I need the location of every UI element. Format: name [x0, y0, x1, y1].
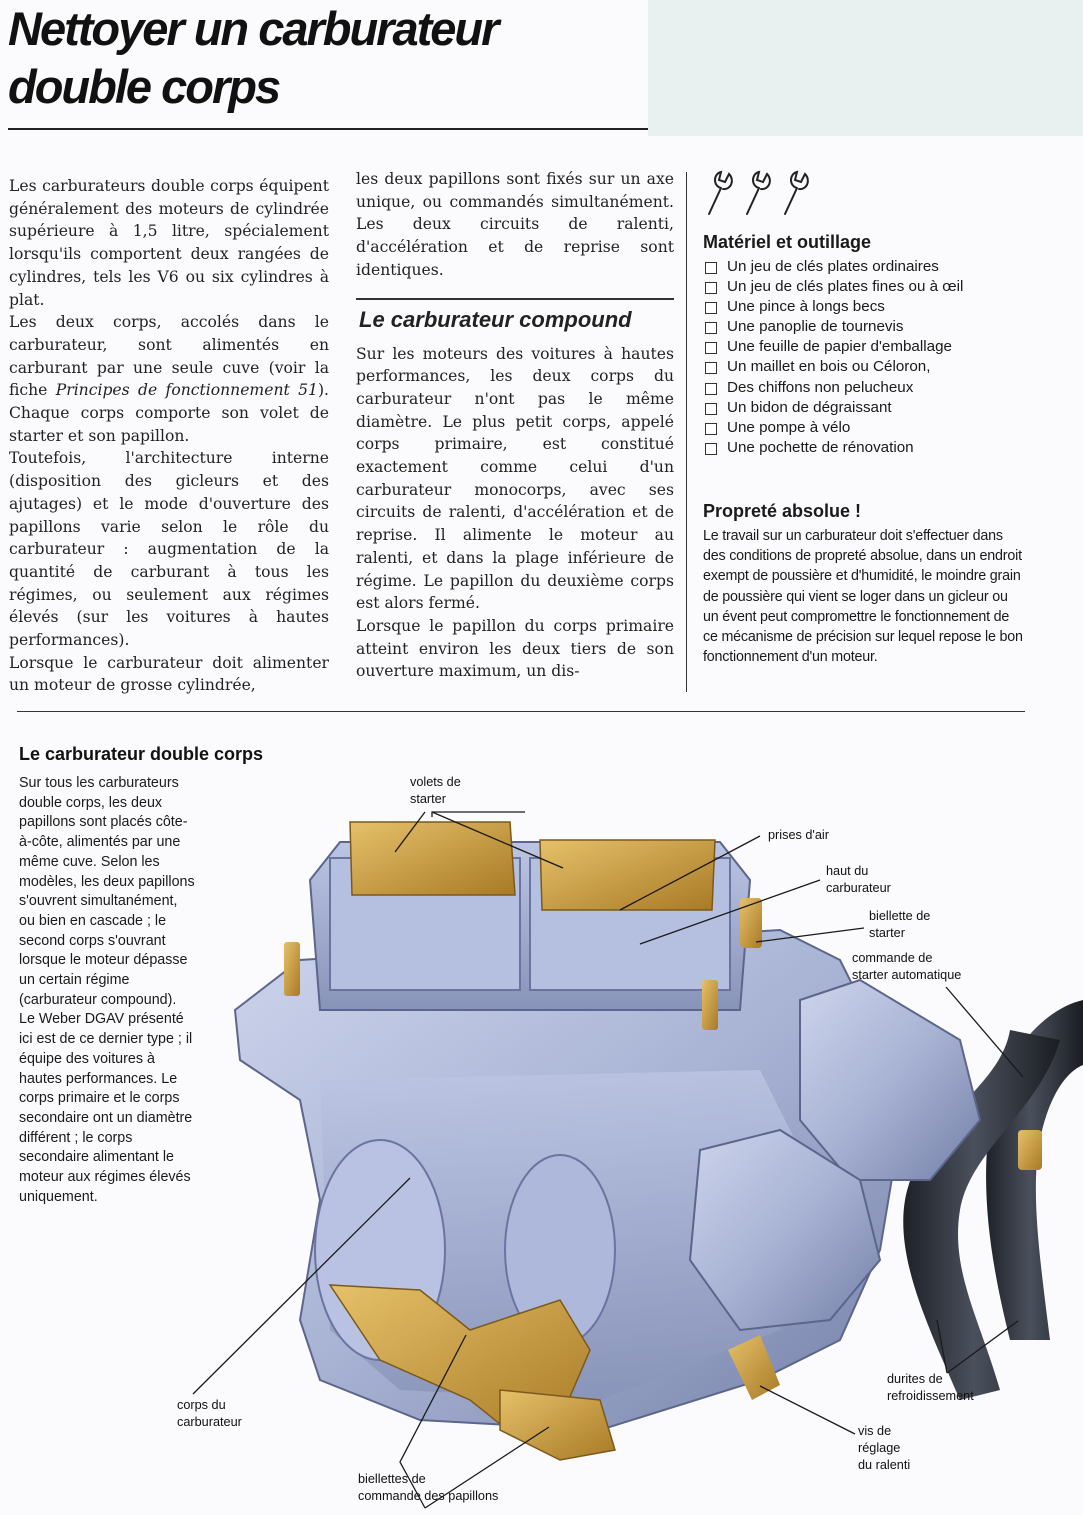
- paragraph: Toutefois, l'architecture interne (disposition des gicleurs et des ajutages) et le mode d'ouverture des papillons varie selon le rôle du carburateur : augmentation de la quantité de carburant à tous les régimes, ou seulement aux régimes élevés (sur les voitures à hautes performances).: [9, 449, 329, 650]
- automatic-choke: [800, 980, 980, 1180]
- starter-flap: [350, 822, 515, 895]
- label-haut-carburateur: haut du carburateur: [826, 864, 891, 895]
- checklist-item: Un jeu de clés plates fines ou à œil: [703, 277, 963, 297]
- materiel-heading: Matériel et outillage: [703, 232, 872, 252]
- section-heading-compound: Le carburateur compound: [356, 298, 674, 335]
- diagram-caption-title: Le carburateur double corps: [19, 744, 264, 764]
- paragraph: les deux papillons sont fixés sur un axe unique, ou commandés simultanément. Les deux circuits de ralenti, d'accélération et de reprise sont identiques.: [356, 170, 674, 279]
- checklist-item: Un bidon de dégraissant: [703, 398, 963, 418]
- proprete-heading: Propreté absolue !: [703, 501, 862, 521]
- label-vis-reglage: vis de réglage du ralenti: [858, 1424, 911, 1472]
- label-prises-air: prises d'air: [768, 828, 829, 842]
- checklist-item: Des chiffons non pelucheux: [703, 378, 963, 398]
- page-title-line2: double corps: [8, 60, 280, 113]
- paragraph: Sur les moteurs des voitures à hautes performances, les deux corps du carburateur n'ont pas le même diamètre. Le plus petit corps, appelé corps primaire, est constitué exactement comme celui d'un carburateur monocorps, avec ses circuits de ralenti, d'accélération et de reprise. Il alimente le moteur au ralenti, et dans la plage inférieure de régime. Le papillon du deuxième corps est alors fermé.: [356, 344, 674, 613]
- paragraph: Les deux corps, accolés dans le carburateur, sont alimentés en carburant par une seule cuve (voir la fiche Principes de fonctionnement 51). Chaque corps comporte son volet de starter et son papillon.: [9, 313, 329, 445]
- label-volets-starter: volets de starter: [410, 775, 461, 806]
- paragraph: Les carburateurs double corps équipent généralement des moteurs de cylindrée supérieure à 1,5 litre, spécialement lorsqu'ils comportent deux rangées de cylindres, tels les V6 ou six cylindres à plat.: [9, 177, 329, 309]
- checklist-item: Une pochette de rénovation: [703, 438, 963, 458]
- starter-flap: [540, 840, 715, 910]
- label-commande-starter: commande de starter automatique: [852, 951, 962, 982]
- label-biellettes-papillons: biellettes de commande des papillons: [358, 1472, 499, 1503]
- label-biellette-starter: biellette de starter: [869, 909, 931, 940]
- label-corps-carburateur: corps du carburateur: [177, 1398, 242, 1429]
- checklist-item: Une pompe à vélo: [703, 418, 963, 438]
- reference-title: Principes de fonctionnement 51: [55, 381, 318, 400]
- checklist-item: Une pince à longs becs: [703, 297, 963, 317]
- label-durites: durites de refroidissement: [887, 1372, 974, 1403]
- checklist-item: Une panoplie de tournevis: [703, 317, 963, 337]
- diagram-caption-text: Sur tous les carburateurs double corps, les deux papillons sont placés côte-à-côte, alimentés par une même cuve. Selon les modèles, les deux papillons s'ouvrent simultanément, ou bien en cascade ; le second corps s'ouvrant lorsque le moteur dépasse un certain régime (carburateur compound). Le Weber DGAV présenté ici est de ce dernier type ; il équipe des voitures à hautes performances. Le corps primaire et le corps secondaire ont un diamètre différent ; le corps secondaire alimentant le moteur aux régimes élevés uniquement.: [19, 775, 195, 1205]
- paragraph: Lorsque le papillon du corps primaire atteint environ les deux tiers de son ouverture maximum, un dis-: [356, 616, 674, 681]
- checklist-item: Une feuille de papier d'emballage: [703, 337, 963, 357]
- checklist-item: Un maillet en bois ou Céloron,: [703, 357, 963, 377]
- proprete-text: Le travail sur un carburateur doit s'effectuer dans des conditions de propreté absolue, dans un endroit exempt de poussière et d'humidité, le moindre grain de poussière qui vient se loger dans un gicleur ou un évent peut compromettre le fonctionnement de ce mécanisme de précision sur lequel repose le bon fonctionnement d'un moteur.: [703, 528, 1023, 666]
- paragraph: Lorsque le carburateur doit alimenter un moteur de grosse cylindrée,: [9, 653, 329, 695]
- page-title-line1: Nettoyer un carburateur: [8, 2, 498, 55]
- checklist-item: Un jeu de clés plates ordinaires: [703, 257, 963, 277]
